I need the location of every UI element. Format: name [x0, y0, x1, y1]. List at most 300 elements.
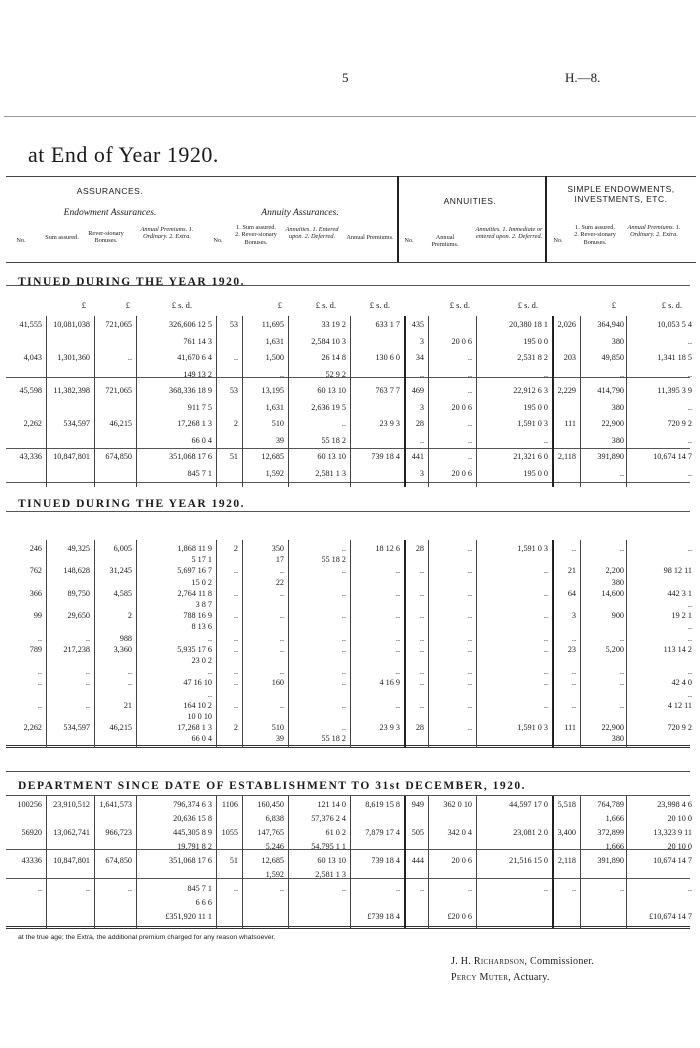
table-cell: 900: [611, 611, 624, 621]
table-cell: ..: [571, 633, 576, 643]
table-cell: 4,585: [113, 588, 132, 598]
table-cell: 534,597: [63, 723, 90, 733]
table-cell: 3: [419, 336, 424, 346]
table-cell: 763 7 7: [375, 386, 400, 395]
table-cell: 60 13 10: [317, 856, 346, 865]
table-cell: 195 0 0: [523, 336, 548, 346]
header-top-rule: [6, 176, 696, 177]
table-cell: ..: [341, 566, 346, 576]
frame-top-rule: [4, 116, 696, 117]
table-cell: 28: [415, 723, 424, 733]
table-cell: 1,301,360: [57, 353, 90, 362]
table-cell: 33 19 2: [321, 320, 346, 329]
table-row: [6, 419, 690, 429]
column-rule: [216, 316, 217, 487]
table-cell: ..: [279, 667, 284, 677]
table-cell: ..: [467, 566, 472, 576]
table-rule: [6, 511, 690, 512]
table-cell: 441: [411, 452, 424, 461]
table-cell: 10,081,038: [53, 320, 90, 329]
table-cell: 5,935 17 6: [177, 644, 212, 654]
col-no-4: No.: [553, 237, 563, 244]
table-rule: [6, 745, 690, 748]
table-cell: 42 4 0: [671, 678, 692, 688]
table-cell: 3,360: [113, 644, 132, 654]
section-heading-1: TINUED DURING THE YEAR 1920.: [18, 276, 245, 288]
table-cell: ..: [419, 884, 424, 893]
table-cell: £10,674 14 7: [649, 912, 692, 921]
column-rule: [404, 540, 406, 748]
table-cell: 1,591 0 3: [517, 544, 548, 553]
table-cell: 20 0 6: [451, 856, 472, 865]
table-row: [6, 555, 690, 565]
table-cell: ..: [419, 588, 424, 598]
table-cell: 22,912 6 3: [513, 386, 548, 395]
table-cell: ..: [279, 633, 284, 643]
table-row: [6, 337, 690, 347]
table-cell: ..: [571, 678, 576, 688]
table-cell: 51: [229, 452, 238, 461]
table-cell: 1,341 18 5: [657, 353, 692, 362]
table-cell: 43,336: [19, 452, 42, 461]
table-rule: [6, 849, 690, 850]
table-cell: 2,118: [557, 856, 576, 865]
signature-actuary: [451, 972, 550, 983]
table-row: [6, 452, 690, 462]
table-cell: 21,516 15 0: [509, 856, 548, 865]
table-row: [6, 712, 690, 722]
table-cell: ..: [687, 402, 692, 412]
table-cell: 2,200: [605, 566, 624, 576]
table-cell: ..: [619, 369, 624, 379]
table-cell: ..: [85, 667, 90, 677]
table-row: [6, 884, 690, 894]
table-cell: 949: [411, 800, 424, 809]
table-cell: 6,005: [113, 544, 132, 553]
table-cell: 19,791 8 2: [177, 842, 212, 851]
table-cell: ..: [687, 435, 692, 445]
table-cell: 2: [233, 723, 238, 733]
column-rule: [136, 796, 137, 928]
table-cell: 442 3 1: [667, 588, 692, 598]
table-cell: ..: [233, 644, 238, 654]
table-cell: ..: [233, 884, 238, 893]
table-cell: ..: [279, 369, 284, 379]
table-cell: 380: [611, 336, 624, 346]
table-cell: 761 14 3: [183, 336, 212, 346]
table-cell: ..: [687, 622, 692, 632]
table-cell: ..: [279, 700, 284, 710]
table-cell: 147,765: [257, 828, 284, 837]
table-cell: 534,597: [63, 419, 90, 428]
table-cell: 17,268 1 3: [177, 723, 212, 733]
table-cell: ..: [467, 435, 472, 445]
table-cell: 739 18 4: [371, 856, 400, 865]
table-cell: 29,650: [67, 611, 90, 621]
table-cell: 20,380 18 1: [509, 320, 548, 329]
table-row: [6, 566, 690, 576]
currency-unit: £ s. d.: [369, 300, 390, 310]
table-cell: ..: [467, 588, 472, 598]
table-cell: ..: [619, 884, 624, 893]
table-cell: ..: [543, 884, 548, 893]
table-row: [6, 645, 690, 655]
column-rule: [350, 796, 351, 928]
table-cell: ..: [279, 566, 284, 576]
table-cell: 18 12 6: [375, 544, 400, 553]
table-cell: 10 0 10: [187, 712, 212, 721]
table-cell: ..: [85, 678, 90, 688]
column-rule: [136, 316, 137, 487]
table-cell: 100256: [17, 800, 42, 809]
column-rule: [242, 316, 243, 487]
col-annual-premiums-2: Annual Premiums.: [346, 234, 394, 241]
table-cell: 13,323 9 11: [653, 828, 692, 837]
table-cell: ..: [419, 700, 424, 710]
table-cell: 47 16 10: [183, 678, 212, 688]
table-cell: 351,068 17 6: [169, 452, 212, 461]
page-title: at End of Year 1920.: [28, 142, 219, 167]
table-cell: 988: [119, 633, 132, 643]
table-row: [6, 898, 690, 908]
table-cell: 350: [271, 544, 284, 553]
table-cell: 368,336 18 9: [169, 386, 212, 395]
column-rule: [428, 316, 429, 487]
table-rule: [6, 878, 690, 879]
table-rule: [6, 285, 690, 286]
signature-commissioner-name: J. H. Richardson,: [451, 956, 528, 967]
table-cell: 53: [229, 320, 238, 329]
table-cell: ..: [395, 644, 400, 654]
table-cell: 10,053 5 4: [657, 320, 692, 329]
table-row: [6, 634, 690, 644]
table-cell: 3: [571, 611, 576, 621]
table-cell: ..: [571, 700, 576, 710]
table-cell: ..: [571, 884, 576, 893]
table-cell: 2,026: [557, 320, 576, 329]
table-row: [6, 469, 690, 479]
table-cell: 246: [29, 544, 42, 553]
table-cell: ..: [233, 667, 238, 677]
column-rule: [94, 316, 95, 487]
table-cell: 966,723: [105, 828, 132, 837]
table-cell: 41,555: [19, 320, 42, 329]
table-cell: 60 13 10: [317, 452, 346, 461]
table-cell: 60 13 10: [317, 386, 346, 395]
header-divider-annuities: [397, 176, 399, 262]
table-cell: 10,847,801: [53, 856, 90, 865]
column-rule: [46, 796, 47, 928]
table-cell: ..: [687, 884, 692, 893]
header-bottom-rule: [6, 262, 696, 263]
table-cell: ..: [233, 611, 238, 621]
table-cell: 2,584 10 3: [311, 336, 346, 346]
header-simple: SIMPLE ENDOWMENTS, INVESTMENTS, ETC.: [567, 184, 675, 204]
table-cell: 1,591 0 3: [517, 723, 548, 733]
table-cell: 22,900: [601, 723, 624, 733]
column-rule: [552, 540, 554, 748]
table-cell: 17,268 1 3: [177, 419, 212, 428]
currency-unit: £: [611, 300, 616, 310]
table-cell: ..: [233, 353, 238, 362]
table-cell: ..: [543, 611, 548, 621]
table-cell: 764,789: [597, 800, 624, 809]
col-annuities-immediate: Annuities. 1. Immediate or entered upon. 2. Deferred.: [475, 226, 543, 241]
table-cell: ..: [419, 678, 424, 688]
table-cell: ..: [467, 452, 472, 461]
table-cell: ..: [687, 600, 692, 609]
table-cell: ..: [419, 369, 424, 379]
table-cell: 51: [229, 856, 238, 865]
table-cell: ..: [233, 678, 238, 688]
table-cell: ..: [341, 544, 346, 553]
table-cell: 111: [564, 723, 576, 733]
table-cell: 23,910,512: [53, 800, 90, 809]
signature-commissioner: [451, 956, 594, 967]
table-cell: 160,450: [257, 800, 284, 809]
signature-actuary-name: Percy Muter,: [451, 972, 511, 983]
column-rule: [94, 540, 95, 748]
table-cell: ..: [571, 667, 576, 677]
table-cell: £351,920 11 1: [165, 912, 212, 921]
page-number: 5: [342, 70, 349, 85]
table-cell: 23 9 3: [379, 723, 400, 733]
table-cell: ..: [419, 566, 424, 576]
table-cell: 380: [611, 435, 624, 445]
table-cell: 1,666: [605, 842, 624, 851]
table-cell: ..: [419, 435, 424, 445]
table-cell: 20 10 0: [667, 842, 692, 851]
column-rule: [288, 316, 289, 487]
column-rule: [428, 796, 429, 928]
table-cell: 66 0 4: [191, 435, 212, 445]
table-cell: ..: [467, 386, 472, 395]
table-cell: ..: [37, 633, 42, 643]
table-cell: 22: [275, 577, 284, 587]
table-row: [6, 403, 690, 413]
table-cell: 351,068 17 6: [169, 856, 212, 865]
table-cell: ..: [419, 611, 424, 621]
table-cell: 53: [229, 386, 238, 395]
table-cell: 3,400: [557, 828, 576, 837]
table-cell: 41,670 6 4: [177, 353, 212, 362]
table-row: [6, 678, 690, 688]
table-cell: 13,195: [261, 386, 284, 395]
table-cell: 130 6 0: [375, 353, 400, 362]
table-cell: 8 13 6: [191, 622, 212, 632]
table-cell: 10,674 14 7: [653, 452, 692, 461]
table-cell: 380: [611, 734, 624, 744]
table-cell: 2: [127, 611, 132, 621]
table-cell: 4,043: [23, 353, 42, 362]
table-cell: 5,518: [557, 800, 576, 809]
table-cell: 372,899: [597, 828, 624, 837]
table-cell: 55 18 2: [321, 734, 346, 744]
table-cell: 2,262: [23, 723, 42, 733]
table-cell: 845 7 1: [187, 468, 212, 478]
table-cell: 20 0 6: [451, 468, 472, 478]
table-cell: 203: [563, 353, 576, 362]
table-cell: 366: [29, 588, 42, 598]
table-cell: 31,245: [109, 566, 132, 576]
table-cell: ..: [467, 369, 472, 379]
table-cell: 195 0 0: [523, 468, 548, 478]
col-annual-premiums-3: Annual Premiums.: [431, 234, 459, 249]
table-cell: £20 0 6: [447, 912, 472, 921]
table-cell: 1,591 0 3: [517, 419, 548, 428]
table-cell: 39: [275, 435, 284, 445]
table-cell: ..: [37, 884, 42, 893]
column-rule: [350, 316, 351, 487]
table-row: [6, 611, 690, 621]
table-cell: 1055: [221, 828, 238, 837]
table-cell: 5,697 16 7: [177, 566, 212, 576]
col-annual-premiums-4: Annual Premiums. 1. Ordinary. 2. Extra.: [627, 224, 681, 239]
table-cell: ..: [233, 566, 238, 576]
signature-actuary-role: Actuary.: [513, 972, 550, 983]
table-cell: ..: [341, 667, 346, 677]
table-cell: ..: [341, 678, 346, 688]
table-cell: 362 0 10: [443, 800, 472, 809]
table-cell: 12,685: [261, 452, 284, 461]
header-annuity-assurances: Annuity Assurances.: [261, 208, 339, 218]
table-cell: 1,631: [265, 402, 284, 412]
table-cell: 391,890: [597, 452, 624, 461]
table-cell: 444: [411, 856, 424, 865]
table-cell: 49,325: [67, 544, 90, 553]
currency-units-row: [6, 300, 690, 312]
table-cell: 22,900: [601, 419, 624, 428]
column-rule: [242, 796, 243, 928]
table-cell: ..: [395, 611, 400, 621]
currency-unit: £ s. d.: [315, 300, 336, 310]
table-cell: 149 13 2: [183, 369, 212, 379]
col-sum-assured: Sum assured.: [45, 234, 79, 241]
table-cell: 2,581 1 3: [315, 870, 346, 879]
table-cell: ..: [543, 633, 548, 643]
column-rule: [580, 316, 581, 487]
table-cell: ..: [207, 667, 212, 677]
page-reference: H.—8.: [565, 70, 601, 85]
table-row: [6, 814, 690, 824]
table-cell: 8,619 15 8: [365, 800, 400, 809]
table-cell: ..: [467, 544, 472, 553]
table-cell: 20 10 0: [667, 814, 692, 823]
column-rule: [216, 540, 217, 748]
table-cell: 160: [271, 678, 284, 688]
table-cell: 54,795 1 1: [311, 842, 346, 851]
table-row: [6, 800, 690, 810]
table-cell: 52 9 2: [325, 369, 346, 379]
table-cell: ..: [341, 884, 346, 893]
table-row: [6, 436, 690, 446]
table-cell: 2: [233, 419, 238, 428]
column-rule: [242, 540, 243, 748]
table-cell: ..: [467, 633, 472, 643]
col-annuities-entered: Annuities. 1. Entered upon. 2. Deferred.: [285, 226, 339, 241]
table-cell: 445,305 8 9: [173, 828, 212, 837]
table-row: [6, 622, 690, 632]
table-cell: 61 0 2: [325, 828, 346, 837]
column-rule: [288, 796, 289, 928]
currency-unit: £ s. d.: [517, 300, 538, 310]
table-cell: ..: [543, 700, 548, 710]
table-cell: ..: [341, 633, 346, 643]
table-rule: [6, 482, 690, 483]
currency-unit: £: [125, 300, 130, 310]
column-rule: [580, 796, 581, 928]
table-cell: 2,764 11 8: [177, 588, 212, 598]
currency-unit: £: [81, 300, 86, 310]
table-cell: ..: [127, 678, 132, 688]
table-cell: 45,598: [19, 386, 42, 395]
column-rule: [46, 316, 47, 487]
table-cell: 510: [271, 419, 284, 428]
table-cell: 43336: [21, 856, 42, 865]
table-cell: £739 18 4: [367, 912, 400, 921]
table-cell: 2,118: [557, 452, 576, 461]
table-row: [6, 320, 690, 330]
table-cell: ..: [619, 678, 624, 688]
table-cell: 510: [271, 723, 284, 733]
table-cell: ..: [395, 566, 400, 576]
table-cell: ..: [467, 419, 472, 428]
table-cell: 195 0 0: [523, 402, 548, 412]
column-rule: [94, 796, 95, 928]
table-cell: ..: [687, 544, 692, 553]
table-cell: ..: [341, 611, 346, 621]
table-cell: 23,081 2 0: [513, 828, 548, 837]
table-cell: 34: [415, 353, 424, 362]
table-cell: 4 12 11: [667, 700, 692, 710]
table-cell: 26 14 8: [321, 353, 346, 362]
table-cell: 739 18 4: [371, 452, 400, 461]
table-cell: ..: [419, 644, 424, 654]
table-cell: ..: [543, 369, 548, 379]
table-cell: 633 1 7: [375, 320, 400, 329]
table-row: [6, 723, 690, 733]
table-cell: 46,215: [109, 723, 132, 733]
table-cell: ..: [543, 644, 548, 654]
column-rule: [404, 316, 406, 487]
table-cell: ..: [127, 667, 132, 677]
table-cell: ..: [341, 588, 346, 598]
table-cell: ..: [419, 667, 424, 677]
table-cell: ..: [543, 435, 548, 445]
table-cell: ..: [687, 633, 692, 643]
table-cell: ..: [233, 700, 238, 710]
table-cell: 1,641,573: [99, 800, 132, 809]
table-cell: 2: [233, 544, 238, 553]
table-rule: [6, 926, 690, 929]
table-cell: ..: [467, 700, 472, 710]
table-cell: 2,262: [23, 419, 42, 428]
table-cell: ..: [395, 633, 400, 643]
table-cell: 391,890: [597, 856, 624, 865]
table-cell: 342 0 4: [447, 828, 472, 837]
table-cell: 1,592: [265, 870, 284, 879]
table-cell: 5,200: [605, 644, 624, 654]
table-cell: 796,374 6 3: [173, 800, 212, 809]
column-rule: [136, 540, 137, 748]
table-cell: ..: [619, 700, 624, 710]
table-cell: 789: [29, 644, 42, 654]
table-cell: 326,606 12 5: [169, 320, 212, 329]
table-cell: ..: [37, 678, 42, 688]
table-cell: 44,597 17 0: [509, 800, 548, 809]
table-row: [6, 912, 690, 922]
table-cell: 28: [415, 544, 424, 553]
